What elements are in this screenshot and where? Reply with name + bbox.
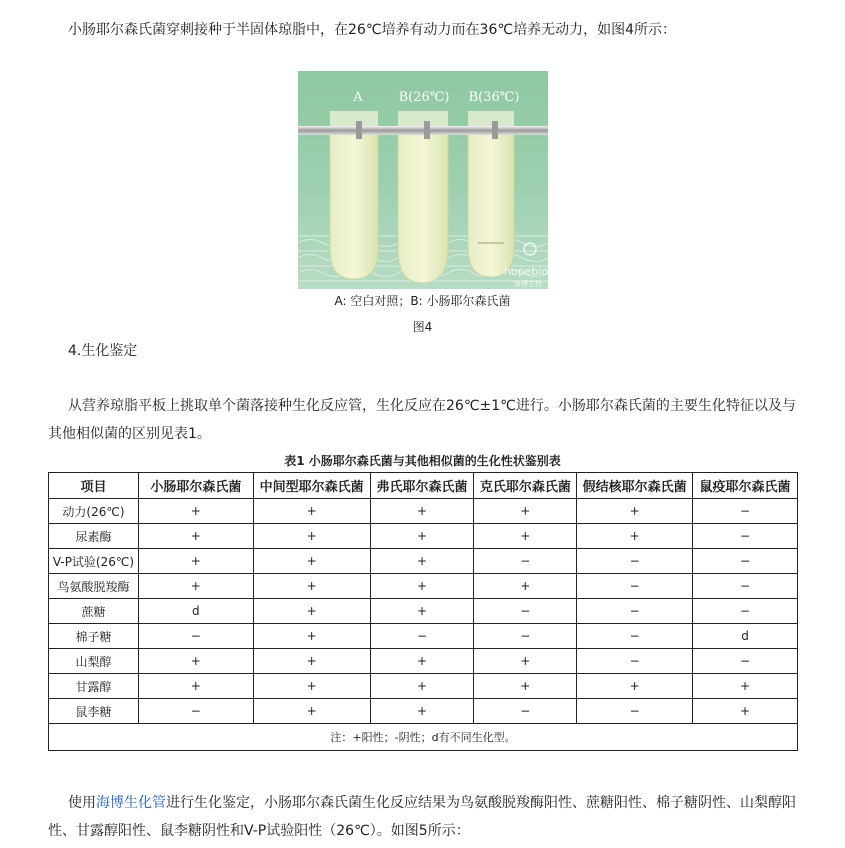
table-cell: + (253, 699, 370, 724)
table-cell: d (693, 624, 798, 649)
table-row (49, 549, 798, 574)
table-cell: + (693, 674, 798, 699)
table-cell: − (138, 624, 253, 649)
tube-a (330, 111, 378, 279)
table-note-row (49, 724, 798, 751)
table-row (49, 699, 798, 724)
table-cell: + (474, 499, 577, 524)
table-cell: + (370, 599, 474, 624)
table-cell: + (253, 599, 370, 624)
table-cell: 鼠李糖 (49, 699, 139, 724)
figure-caption: A: 空白对照；B: 小肠耶尔森氏菌 (334, 294, 511, 308)
table-cell: − (474, 599, 577, 624)
table-cell: − (693, 499, 798, 524)
table-cell: + (370, 699, 474, 724)
table-cell: + (577, 499, 693, 524)
header-cell: 假结核耶尔森氏菌 (577, 473, 693, 499)
table-cell: + (370, 499, 474, 524)
table-cell: 动力(26℃) (49, 499, 139, 524)
table-cell: + (577, 674, 693, 699)
figure-number: 图4 (412, 320, 433, 334)
table-cell: 鸟氨酸脱羧酶 (49, 574, 139, 599)
biochem-paragraph: 从营养琼脂平板上挑取单个菌落接种生化反应管，生化反应在26℃±1℃进行。小肠耶尔森氏菌的主要生化特征以及与其他相似菌的区别见表1。 (48, 398, 796, 442)
table-cell: + (693, 699, 798, 724)
table-cell: − (474, 549, 577, 574)
table-cell: + (370, 649, 474, 674)
table-cell: + (253, 524, 370, 549)
table-row (49, 624, 798, 649)
table-cell: − (577, 574, 693, 599)
table-cell: − (577, 624, 693, 649)
table-cell: + (370, 574, 474, 599)
header-cell: 项目 (49, 473, 139, 499)
header-cell: 克氏耶尔森氏菌 (474, 473, 577, 499)
tube-label-a: A (353, 90, 363, 105)
table-cell: − (138, 699, 253, 724)
header-cell: 小肠耶尔森氏菌 (138, 473, 253, 499)
table-cell: − (693, 549, 798, 574)
watermark-brand: hopebio (503, 265, 548, 278)
test-tubes-image (298, 71, 548, 289)
table-cell: − (693, 524, 798, 549)
table-cell: 棉子糖 (49, 624, 139, 649)
header-cell: 中间型耶尔森氏菌 (253, 473, 370, 499)
table-note: 注：+阳性；-阴性；d有不同生化型。 (49, 724, 798, 751)
table-cell: + (253, 649, 370, 674)
header-cell: 弗氏耶尔森氏菌 (370, 473, 474, 499)
table-cell: − (370, 624, 474, 649)
result-text: 进行生化鉴定，小肠耶尔森氏菌生化反应结果为鸟氨酸脱羧酶阳性、蔗糖阳性、棉子糖阴性、山梨醇阳性、甘露醇阳性、鼠李糖阴性和V-P试验阳性（26℃）。如图5所示： (48, 795, 796, 839)
table-cell: + (577, 524, 693, 549)
table-row (49, 649, 798, 674)
table-cell: + (474, 574, 577, 599)
intro-paragraph: 小肠耶尔森氏菌穿刺接种于半固体琼脂中，在26℃培养有动力而在36℃培养无动力，如图4所示： (68, 22, 676, 38)
table-cell: + (474, 649, 577, 674)
tube-label-b26: B(26℃) (398, 90, 450, 105)
table-cell: + (138, 674, 253, 699)
table-cell: + (253, 674, 370, 699)
table-cell: + (474, 674, 577, 699)
biochem-table (48, 472, 798, 751)
table-cell: − (474, 699, 577, 724)
table-cell: − (577, 549, 693, 574)
figure-4-photo (298, 71, 548, 289)
table-cell: + (138, 549, 253, 574)
table-row (49, 574, 798, 599)
table-cell: + (370, 524, 474, 549)
table-cell: + (474, 524, 577, 549)
table-cell: + (138, 649, 253, 674)
tube-label-b36: B(36℃) (468, 90, 520, 105)
tube-b-26c (398, 111, 448, 283)
table-cell: + (253, 624, 370, 649)
table-cell: − (693, 649, 798, 674)
table-cell: − (693, 599, 798, 624)
table-cell: + (253, 549, 370, 574)
table-cell: − (577, 649, 693, 674)
table-cell: + (138, 524, 253, 549)
table-cell: + (138, 574, 253, 599)
section-heading: 4.生化鉴定 (68, 343, 138, 359)
table-cell: 尿素酶 (49, 524, 139, 549)
table-cell: 甘露醇 (49, 674, 139, 699)
table-cell: − (474, 624, 577, 649)
hopebio-tube-link[interactable]: 海博生化管 (96, 795, 166, 811)
table-cell: V-P试验(26℃) (49, 549, 139, 574)
table-row (49, 599, 798, 624)
table-cell: − (577, 699, 693, 724)
result-prefix: 使用 (68, 795, 96, 811)
table-cell: − (693, 574, 798, 599)
result-paragraph (48, 789, 808, 845)
table-cell: + (370, 674, 474, 699)
table-cell: + (138, 499, 253, 524)
table-cell: 蔗糖 (49, 599, 139, 624)
table-row (49, 524, 798, 549)
header-cell: 鼠疫耶尔森氏菌 (693, 473, 798, 499)
table-cell: 山梨醇 (49, 649, 139, 674)
table-cell: + (253, 574, 370, 599)
table-cell: − (577, 599, 693, 624)
table-cell: + (253, 499, 370, 524)
watermark-text: 海博生物 (514, 280, 542, 288)
tube-b-36c (468, 111, 514, 277)
table-header-row (49, 473, 798, 499)
table-title: 表1 小肠耶尔森氏菌与其他相似菌的生化性状鉴别表 (284, 454, 561, 468)
table-cell: d (138, 599, 253, 624)
table-row (49, 499, 798, 524)
table-row (49, 674, 798, 699)
table-cell: + (370, 549, 474, 574)
